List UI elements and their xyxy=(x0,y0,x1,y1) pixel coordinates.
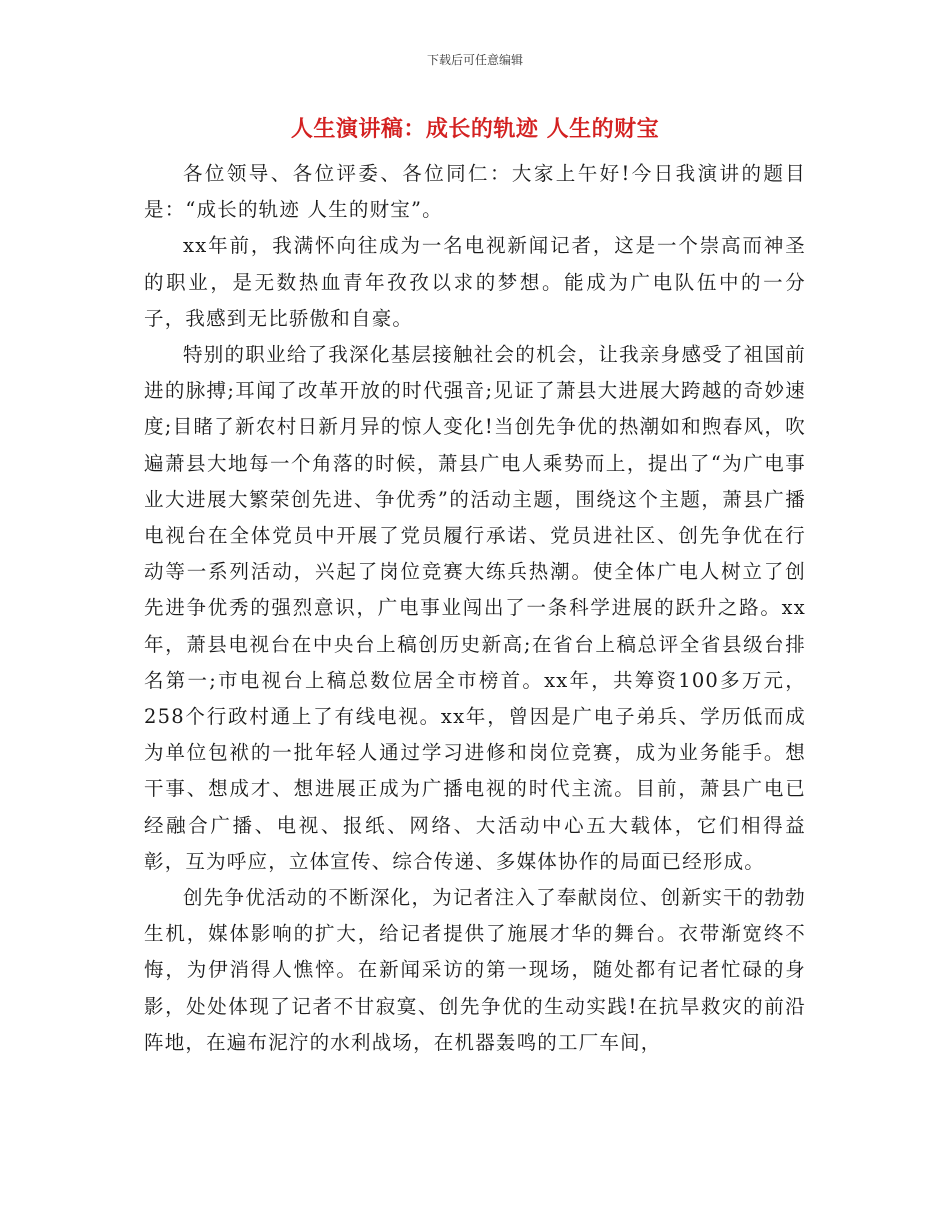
page-header-note: 下载后可任意编辑 xyxy=(426,53,523,67)
document-title: 人生演讲稿：成长的轨迹 人生的财宝 xyxy=(290,116,660,142)
paragraph-achievements: 特别的职业给了我深化基层接触社会的机会，让我亲身感受了祖国前进的脉搏;耳闻了改革开放的时代强音;见证了萧县大进展大跨越的奇妙速度;目睹了新农村日新月异的惊人变化!当创先争优的热潮如和煦春风，吹遍萧县大地每一个角落的时候，萧县广电人乘势而上，提出了“为广电事业大进展大繁荣创先进、争优秀”的活动主题，围绕这个主题，萧县广播电视台在全体党员中开展了党员履行承诺、党员进社区、创先争优在行动等一系列活动，兴起了岗位竞赛大练兵热潮。使全体广电人树立了创先进争优秀的强烈意识，广电事业闯出了一条科学进展的跃升之路。xx年，萧县电视台在中央台上稿创历史新高;在省台上稿总评全省县级台排名第一;市电视台上稿总数位居全市榜首。xx年，共筹资100多万元，258个行政村通上了有线电视。xx年，曾因是广电子弟兵、学历低而成为单位包袱的一批年轻人通过学习进修和岗位竞赛，成为业务能手。想干事、想成才、想进展正成为广播电视的时代主流。目前，萧县广电已经融合广播、电视、报纸、网络、大活动中心五大载体，它们相得益彰，互为呼应，立体宣传、综合传递、多媒体协作的局面已经形成。 xyxy=(144,343,806,873)
paragraph-journalism-practice: 创先争优活动的不断深化，为记者注入了奉献岗位、创新实干的勃勃生机，媒体影响的扩大，给记者提供了施展才华的舞台。衣带渐宽终不悔，为伊消得人憔悴。在新闻采访的第一现场，随处都有记者忙碌的身影，处处体现了记者不甘寂寞、创先争优的生动实践!在抗旱救灾的前沿阵地，在遍布泥泞的水利战场，在机器轰鸣的工厂车间， xyxy=(144,886,806,1054)
paragraph-career-start: xx年前，我满怀向往成为一名电视新闻记者，这是一个崇高而神圣的职业，是无数热血青年孜孜以求的梦想。能成为广电队伍中的一分子，我感到无比骄傲和自豪。 xyxy=(144,234,806,330)
document-body xyxy=(144,156,806,1061)
paragraph-greeting: 各位领导、各位评委、各位同仁：大家上午好!今日我演讲的题目是：“成长的轨迹 人生的财宝”。 xyxy=(144,162,806,222)
